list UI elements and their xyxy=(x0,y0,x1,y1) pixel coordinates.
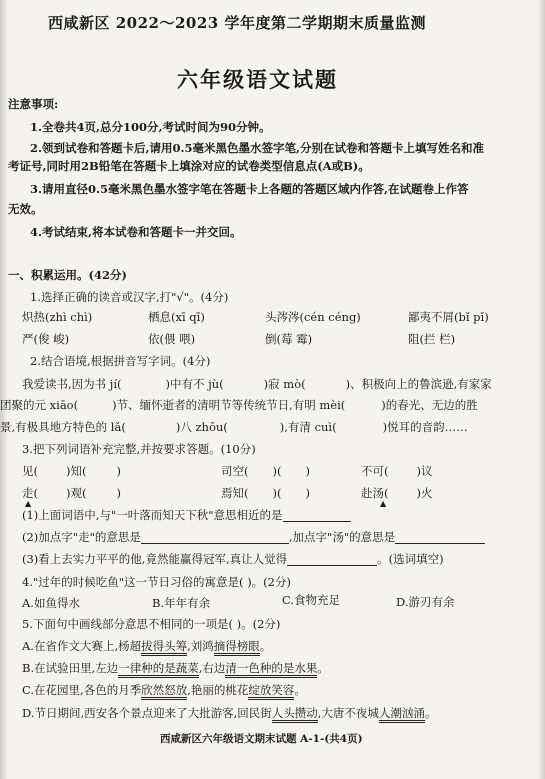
char-choice: 严(俊 峻) xyxy=(22,332,70,346)
pinyin-choice: 鄙夷不屑(bǐ pǐ) xyxy=(408,310,489,324)
pinyin-choice: 栖息(xī qī) xyxy=(148,310,205,324)
note-item: 1.全卷共4页,总分100分,考试时间为90分钟。 xyxy=(30,120,271,134)
note-item: 2.领到试卷和答题卡后,请用0.5毫米黑色墨水签字笔,分别在试卷和答题卡上填写姓名和准 xyxy=(30,141,485,155)
option: C.食物充足 xyxy=(282,593,341,607)
note-item: 3.请用直径0.5毫米黑色墨水签字笔在答题卡上各题的答题区域内作答,在试题卷上作答 xyxy=(30,182,469,196)
option-sentence: C.在花园里,各色的月季欣然怒放,艳丽的桃花绽放笑容。 xyxy=(22,683,306,697)
section-heading: 一、积累运用。(42分) xyxy=(8,268,127,282)
pinyin-choice: 头涔涔(cén céng) xyxy=(265,310,361,324)
question-3-sub1: (1)上面词语中,与"一叶落而知天下秋"意思相近的是 xyxy=(22,508,351,522)
emphasis-dot: ▲ xyxy=(380,499,387,508)
option-sentence: D.节日期间,西安各个景点迎来了大批游客,回民街人头攒动,大唐不夜城人潮汹涌。 xyxy=(22,706,436,720)
idiom-blank: 焉知( )( ) xyxy=(221,486,310,500)
idiom-blank: 赴汤( )火 xyxy=(361,486,433,500)
pinyin-choice: 炽热(zhì chì) xyxy=(22,310,93,324)
question-1-prompt: 1.选择正确的读音或汉字,打"√"。(4分) xyxy=(30,290,229,304)
option-sentence: A.在省作文大赛上,杨超拔得头筹,刘鸿摘得榜眼。 xyxy=(22,639,271,653)
scan-edge-left xyxy=(0,0,8,779)
question-3-sub3: (3)看上去实力平平的他,竟然能赢得冠军,真让人觉得 。(选词填空) xyxy=(22,552,444,566)
idiom-blank: 走( )观( ) xyxy=(22,486,121,500)
scan-edge-right xyxy=(537,0,545,779)
option: B.年年有余 xyxy=(152,596,211,610)
exam-header: 西咸新区 2022～2023 学年度第二学期期末质量监测 xyxy=(48,14,426,32)
question-2-line: 团聚的元 xiāo( )节、缅怀逝者的清明节等传统节日,有明 mèi( )的春光、无边的胜 xyxy=(0,398,478,412)
idiom-blank: 司空( )( ) xyxy=(221,464,310,478)
question-3-prompt: 3.把下列词语补充完整,并按要求答题。(10分) xyxy=(22,442,256,456)
option: A.如鱼得水 xyxy=(22,596,80,610)
notes-heading: 注意事项: xyxy=(8,97,59,111)
note-item: 考证号,同时用2B铅笔在答题卡上填涂对应的试卷类型信息点(A或B)。 xyxy=(8,159,370,173)
question-2-line: 景,有极具地方特色的 lǎ( )八 zhōu( ),有清 cuì( )悦耳的音韵…… xyxy=(0,420,468,434)
note-item: 4.考试结束,将本试卷和答题卡一并交回。 xyxy=(30,225,242,239)
page-footer: 西咸新区六年级语文期末试题 A-1-(共4页) xyxy=(160,733,363,745)
question-5-prompt: 5.下面句中画线部分意思不相同的一项是( )。(2分) xyxy=(22,617,281,631)
idiom-blank: 见( )知( ) xyxy=(22,464,121,478)
page-title: 六年级语文试题 xyxy=(177,67,338,92)
emphasis-dot: ▲ xyxy=(25,499,32,508)
char-choice: 倒(莓 霉) xyxy=(265,332,313,346)
question-2-line: 我爱读书,因为书 jí( )中有不 jù( )寂 mò( )、积极向上的鲁滨逊,有家家 xyxy=(22,377,492,391)
option: D.游刃有余 xyxy=(396,595,455,609)
note-item: 无效。 xyxy=(8,202,43,216)
char-choice: 阻(拦 栏) xyxy=(408,332,456,346)
question-2-prompt: 2.结合语境,根据拼音写字词。(4分) xyxy=(30,354,211,368)
question-3-sub2: (2)加点字"走"的意思是 ,加点字"汤"的意思是 xyxy=(22,530,485,544)
idiom-blank: 不可( )议 xyxy=(361,464,433,478)
char-choice: 依(偎 喂) xyxy=(148,332,196,346)
question-4-prompt: 4."过年的时候吃鱼"这一节日习俗的寓意是( )。(2分) xyxy=(22,575,291,589)
option-sentence: B.在试验田里,左边一律种的是蔬菜,右边清一色种的是水果。 xyxy=(22,661,329,675)
